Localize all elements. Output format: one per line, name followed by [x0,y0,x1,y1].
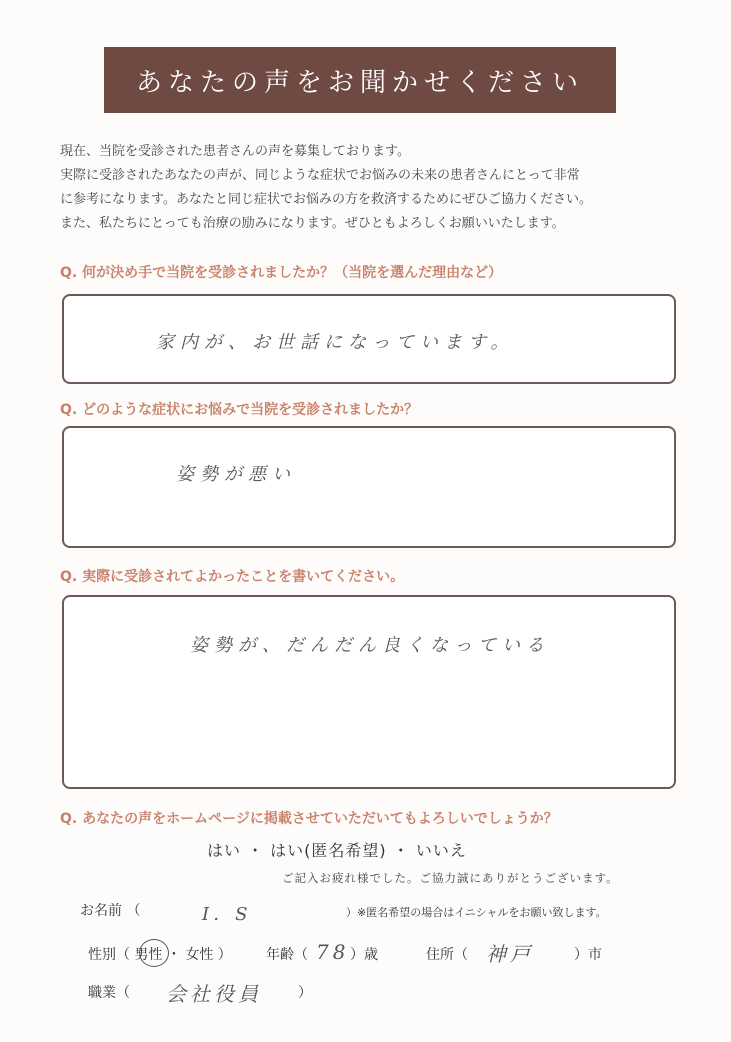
answer-box-3[interactable] [62,595,676,789]
consent-options[interactable]: はい ・ はい(匿名希望) ・ いいえ [207,841,467,860]
answer-1-text: 家内が、お世話になっています。 [156,332,515,353]
job-label: 職業（ [88,985,130,1001]
question-2: Q. どのような症状にお悩みで当院を受診されましたか？ [60,402,419,418]
question-4: Q. あなたの声をホームページに掲載させていただいてもよろしいでしょうか？ [60,811,558,827]
answer-3-text: 姿勢が、だんだん良くなっている [190,635,550,656]
name-note: ）※匿名希望の場合はイニシャルをお願い致します。 [346,906,607,919]
address-suffix: ）市 [574,947,602,963]
question-3: Q. 実際に受診されてよかったことを書いてください。 [60,569,405,585]
name-label: お名前 （ [80,903,141,919]
page-title: あなたの声をお聞かせください [104,47,616,113]
intro-line: 現在、当院を受診された患者さんの声を募集しております。 [60,144,410,159]
answer-box-1[interactable] [62,294,676,384]
address-label: 住所（ [426,947,468,963]
answer-2-text: 姿勢が悪い [176,464,296,485]
age-label: 年齢（ [266,947,308,963]
job-suffix: ） [298,985,312,1001]
answer-box-2[interactable] [62,426,676,548]
gender-label: 性別（ 男性 ・ 女性 ） [88,947,232,963]
age-suffix: ）歳 [350,947,378,963]
address-value[interactable]: 神戸 [486,942,534,966]
intro-text [60,140,680,236]
intro-line: また、私たちにとっても治療の励みになります。ぜひともよろしくお願いいたします。 [60,216,565,231]
name-value[interactable]: I．S [202,904,252,925]
thanks-text: ご記入お疲れ様でした。ご協力誠にありがとうございます。 [282,871,619,885]
intro-line: に参考になります。あなたと同じ症状でお悩みの方を救済するためにぜひご協力ください。 [60,192,592,207]
age-value[interactable]: 78 [316,940,350,964]
gender-selection-circle [139,939,169,967]
intro-line: 実際に受診されたあなたの声が、同じような症状でお悩みの未来の患者さんにとって非常 [60,168,580,183]
question-1: Q. 何が決め手で当院を受診されましたか？（当院を選んだ理由など） [60,265,503,281]
job-value[interactable]: 会社役員 [166,982,262,1006]
